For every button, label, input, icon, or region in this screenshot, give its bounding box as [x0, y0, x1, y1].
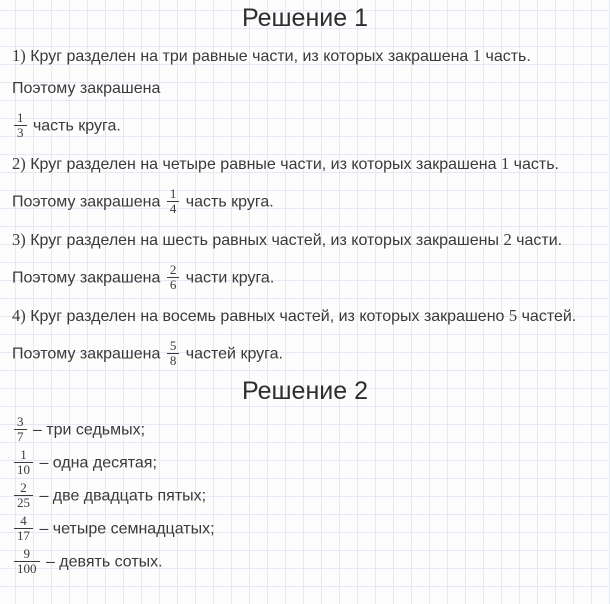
fraction-numerator: 2 — [20, 480, 27, 495]
math-number: 4) — [12, 306, 26, 325]
fraction-denominator: 4 — [167, 201, 180, 216]
solution-line — [12, 80, 598, 98]
fraction-denominator: 17 — [14, 528, 33, 543]
fraction-numerator: 5 — [169, 338, 177, 353]
fraction — [167, 187, 180, 216]
solution-line — [12, 515, 598, 544]
fraction-numerator: 3 — [17, 414, 24, 429]
fraction — [14, 448, 33, 477]
solution-line — [12, 449, 598, 478]
fraction-denominator: 10 — [14, 462, 33, 477]
fraction-numerator: 4 — [20, 513, 27, 528]
text-segment: Поэтому закрашена — [12, 193, 165, 211]
text-segment: Круг разделен на три равные части, из которых закрашена — [25, 48, 473, 65]
solution-line — [12, 112, 598, 141]
text-segment: Круг разделен на восемь равных частей, из которых закрашено — [25, 308, 509, 325]
text-segment: – две двадцать пятых; — [35, 487, 207, 505]
math-number: 2 — [503, 230, 512, 249]
fraction — [14, 415, 27, 444]
solution-line — [12, 155, 598, 174]
fraction — [14, 547, 40, 576]
fraction — [167, 339, 180, 368]
math-number: 3) — [12, 230, 26, 249]
text-segment: часть круга. — [28, 117, 121, 135]
fraction-numerator: 1 — [17, 110, 24, 125]
fraction-numerator: 1 — [20, 447, 27, 462]
section-title: Решение 2 — [242, 377, 368, 405]
fraction-numerator: 2 — [169, 262, 177, 277]
text-segment: часть. — [481, 48, 531, 65]
math-number: 1) — [12, 46, 26, 65]
section-title: Решение 1 — [242, 4, 368, 32]
fraction-denominator: 100 — [14, 561, 40, 576]
text-segment: части. — [511, 232, 563, 249]
text-segment: Круг разделен на четыре равные части, из которых закрашена — [25, 156, 501, 173]
math-number: 5 — [508, 306, 518, 325]
fraction-denominator: 25 — [14, 495, 33, 510]
solution-line — [12, 264, 598, 293]
math-number: 1 — [500, 154, 510, 173]
text-segment: Поэтому закрашена — [12, 269, 165, 287]
text-segment: части круга. — [181, 269, 275, 287]
fraction — [167, 263, 180, 292]
fraction-denominator: 3 — [14, 125, 27, 140]
text-segment: Поэтому закрашена — [12, 345, 165, 363]
solution-line — [12, 340, 598, 369]
text-segment: часть. — [509, 156, 559, 173]
solution-line — [12, 416, 598, 445]
text-segment: часть круга. — [181, 193, 274, 211]
solution-line — [12, 231, 598, 250]
solution-document — [12, 4, 598, 577]
fraction-denominator: 7 — [14, 429, 27, 444]
solution-line — [12, 548, 598, 577]
math-number: 2) — [12, 154, 26, 173]
text-segment: Поэтому закрашена — [12, 80, 161, 97]
text-segment: частей. — [517, 308, 577, 325]
page — [0, 4, 610, 577]
solution-line — [12, 307, 598, 326]
fraction-denominator: 8 — [167, 353, 180, 368]
fraction — [14, 514, 33, 543]
text-segment: – одна десятая; — [35, 454, 157, 472]
fraction-numerator: 9 — [23, 546, 30, 561]
fraction-numerator: 1 — [169, 186, 177, 201]
text-segment: – четыре семнадцатых; — [35, 520, 215, 538]
math-number: 1 — [472, 46, 482, 65]
fraction — [14, 481, 33, 510]
fraction-denominator: 6 — [167, 277, 180, 292]
solution-line — [12, 188, 598, 217]
solution-line — [12, 47, 598, 66]
text-segment: – три седьмых; — [28, 421, 146, 439]
text-segment: частей круга. — [181, 345, 283, 363]
fraction — [14, 111, 27, 140]
text-segment: – девять сотых. — [41, 553, 163, 571]
solution-line — [12, 482, 598, 511]
text-segment: Круг разделен на шесть равных частей, из которых закрашены — [25, 232, 504, 249]
